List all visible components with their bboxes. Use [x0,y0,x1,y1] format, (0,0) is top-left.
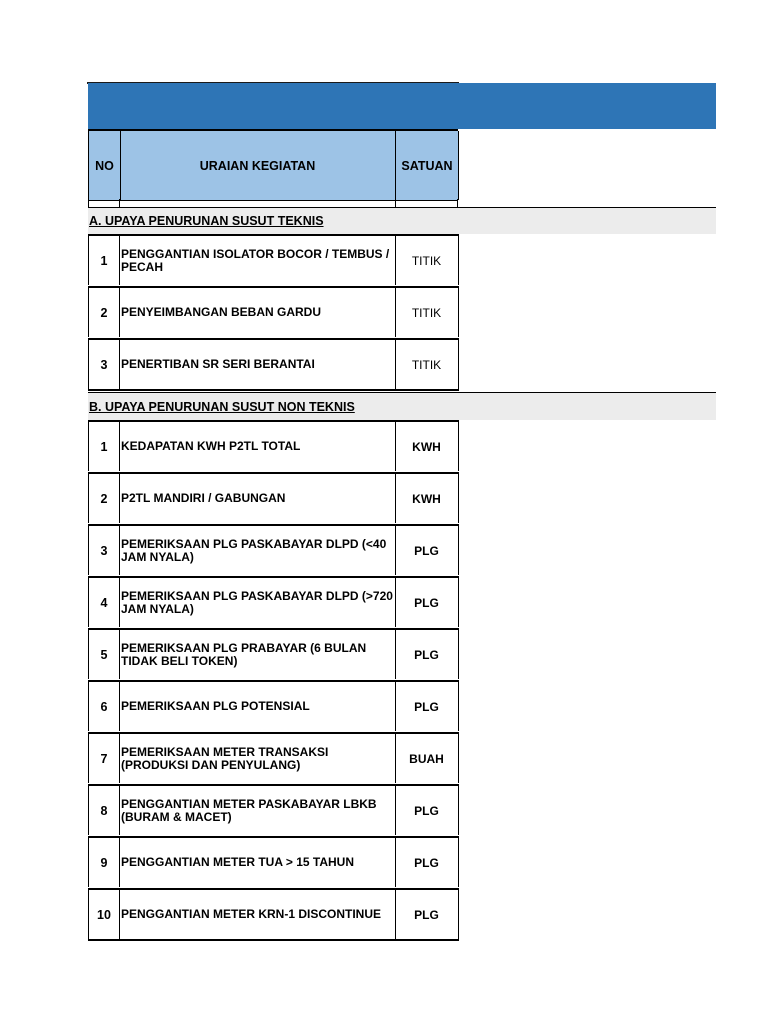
section-a-title: A. UPAYA PENURUNAN SUSUT TEKNIS [88,207,716,234]
row-satuan: PLG [395,578,459,627]
table-row [88,836,459,887]
title-band [88,83,716,129]
table-row [88,234,459,285]
row-uraian: PEMERIKSAAN PLG PRABAYAR (6 BULAN TIDAK BELI TOKEN) [120,630,396,679]
table-row [88,784,459,835]
table-row [88,338,459,391]
row-no: 3 [88,340,120,389]
row-no: 2 [88,288,120,337]
row-uraian: PEMERIKSAAN PLG PASKABAYAR DLPD (<40 JAM NYALA) [120,526,396,575]
row-uraian: PEMERIKSAAN METER TRANSAKSI (PRODUKSI DAN PENYULANG) [120,734,396,783]
row-uraian: PENGGANTIAN ISOLATOR BOCOR / TEMBUS / PECAH [120,236,396,285]
row-uraian: PEMERIKSAAN PLG PASKABAYAR DLPD (>720 JAM NYALA) [120,578,396,627]
row-uraian: PENGGANTIAN METER PASKABAYAR LBKB (BURAM & MACET) [120,786,396,835]
table-header [88,129,458,201]
table-row [88,888,459,941]
row-satuan: TITIK [395,236,459,285]
section-b-title: B. UPAYA PENURUNAN SUSUT NON TEKNIS [88,392,716,420]
row-uraian: PEMERIKSAAN PLG POTENSIAL [120,682,396,731]
row-satuan: KWH [395,474,459,523]
row-no: 1 [88,236,120,285]
row-satuan: PLG [395,890,459,939]
row-uraian: KEDAPATAN KWH P2TL TOTAL [120,422,396,471]
row-uraian: PENYEIMBANGAN BEBAN GARDU [120,288,396,337]
row-no: 1 [88,422,120,471]
table-row [88,420,459,471]
row-satuan: PLG [395,630,459,679]
row-no: 9 [88,838,120,887]
header-satuan: SATUAN [396,131,459,200]
header-no: NO [88,131,121,200]
row-no: 8 [88,786,120,835]
row-no: 10 [88,890,120,939]
row-satuan: TITIK [395,288,459,337]
row-no: 5 [88,630,120,679]
row-uraian: P2TL MANDIRI / GABUNGAN [120,474,396,523]
row-no: 6 [88,682,120,731]
row-satuan: PLG [395,838,459,887]
row-no: 2 [88,474,120,523]
table-row [88,576,459,627]
row-satuan: PLG [395,786,459,835]
table-row [88,628,459,679]
row-satuan: PLG [395,526,459,575]
table-row [88,472,459,523]
row-satuan: KWH [395,422,459,471]
row-satuan: PLG [395,682,459,731]
row-no: 3 [88,526,120,575]
row-no: 7 [88,734,120,783]
table-row [88,286,459,337]
row-uraian: PENERTIBAN SR SERI BERANTAI [120,340,396,389]
row-uraian: PENGGANTIAN METER TUA > 15 TAHUN [120,838,396,887]
row-uraian: PENGGANTIAN METER KRN-1 DISCONTINUE [120,890,396,939]
header-uraian: URAIAN KEGIATAN [120,131,396,200]
row-satuan: BUAH [395,734,459,783]
table-row [88,524,459,575]
row-satuan: TITIK [395,340,459,389]
table-row [88,680,459,731]
table-row [88,732,459,783]
row-no: 4 [88,578,120,627]
